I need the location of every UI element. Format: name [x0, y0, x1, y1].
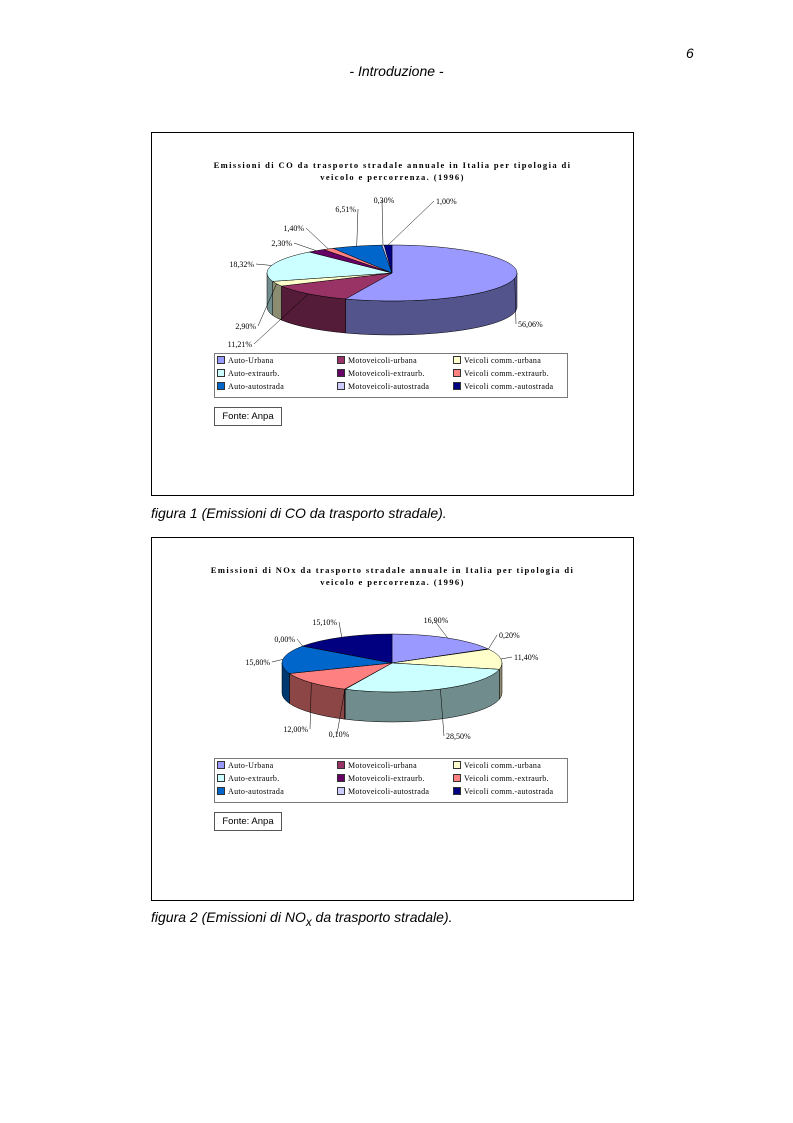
chart-1-data-label: 56,06%	[518, 320, 543, 329]
chart-1-leader-line	[294, 243, 316, 251]
chart-2-pie	[152, 538, 633, 753]
chart-2-legend-label: Auto-autostrada	[228, 787, 285, 796]
figure-1-caption: figura 1 (Emissioni di CO da trasporto stradale).	[151, 505, 447, 521]
chart-2-leader-line	[501, 657, 512, 659]
chart-2-data-label: 28,50%	[446, 732, 471, 741]
chart-2-legend-swatch	[217, 761, 225, 769]
chart-2-data-label: 15,10%	[312, 618, 337, 627]
page-number: 6	[686, 45, 694, 61]
chart-2-legend-label: Auto-Urbana	[228, 761, 274, 770]
chart-1-legend-label: Auto-extraurb.	[228, 369, 280, 378]
chart-2-leader-line	[488, 635, 497, 649]
chart-1-legend-label: Motoveicoli-urbana	[348, 356, 417, 365]
figure-2-caption	[151, 909, 453, 929]
chart-1-pie	[152, 133, 633, 348]
chart-1-source: Fonte: Anpa	[214, 407, 282, 426]
chart-2-legend-item	[217, 760, 274, 772]
chart-1-data-label: 11,21%	[227, 340, 252, 348]
chart-1-title-line-2: veicolo e percorrenza. (1996)	[320, 172, 465, 182]
chart-2-legend-label: Motoveicoli-extraurb.	[348, 774, 425, 783]
chart-2-legend-item	[453, 786, 553, 798]
chart-1-legend-swatch	[337, 369, 345, 377]
chart-2-data-label: 11,40%	[514, 653, 539, 662]
chart-2-legend-item	[453, 760, 541, 772]
chart-1-legend-label: Auto-Urbana	[228, 356, 274, 365]
chart-2-legend-swatch	[453, 787, 461, 795]
running-header: - Introduzione -	[349, 63, 444, 79]
chart-2-data-label: 0,10%	[328, 730, 350, 739]
chart-2-legend-label: Motoveicoli-urbana	[348, 761, 417, 770]
chart-2-title-line-1: Emissioni di NOx da trasporto stradale annuale in Italia per tipologia di	[210, 565, 575, 575]
chart-1-legend-label: Motoveicoli-autostrada	[348, 382, 430, 391]
chart-1-slice-side	[273, 281, 282, 320]
chart-1-legend-swatch	[217, 369, 225, 377]
chart-2-legend-swatch	[337, 761, 345, 769]
chart-2-data-label: 0,20%	[499, 631, 520, 640]
chart-1-data-label: 6,51%	[335, 205, 356, 214]
chart-1-legend-label: Veicoli comm.-urbana	[464, 356, 542, 365]
chart-2-leader-line	[297, 639, 303, 646]
figure-2-frame	[151, 537, 634, 901]
figure-1-frame	[151, 132, 634, 496]
chart-2-leader-line	[339, 622, 342, 637]
chart-2-legend-swatch	[337, 787, 345, 795]
chart-2-legend-swatch	[453, 761, 461, 769]
chart-1-legend-label: Veicoli comm.-autostrada	[464, 382, 554, 391]
chart-1-legend-swatch	[453, 382, 461, 390]
chart-2-legend-swatch	[453, 774, 461, 782]
chart-1-legend-item	[453, 381, 553, 393]
chart-2-legend-swatch	[217, 774, 225, 782]
chart-2-legend-item	[217, 786, 284, 798]
chart-1-data-label: 0,30%	[373, 196, 395, 205]
chart-1-legend-item	[217, 368, 280, 380]
chart-1-leader-line	[357, 209, 358, 246]
chart-2-legend-item	[453, 773, 549, 785]
caption-2-subscript: x	[305, 915, 312, 929]
chart-1-legend-item	[337, 355, 417, 367]
chart-2-data-label: 0,00%	[274, 635, 295, 644]
chart-2-data-label: 16,90%	[423, 616, 449, 625]
chart-1-data-label: 2,30%	[271, 239, 292, 248]
chart-2-data-label: 15,80%	[245, 658, 270, 667]
chart-2-legend-item	[217, 773, 280, 785]
chart-2-leader-line	[272, 659, 283, 662]
chart-1-title-line-1: Emissioni di CO da trasporto stradale annuale in Italia per tipologia di	[213, 160, 572, 170]
chart-1-legend-item	[337, 368, 425, 380]
chart-2-legend-item	[337, 773, 425, 785]
chart-2-legend-label: Motoveicoli-autostrada	[348, 787, 430, 796]
chart-1-data-label: 2,90%	[235, 322, 256, 331]
chart-2-legend-label: Veicoli comm.-urbana	[464, 761, 542, 770]
caption-2-suffix: da trasporto stradale).	[311, 909, 453, 925]
chart-2-legend-item	[337, 786, 429, 798]
chart-2-legend-label: Auto-extraurb.	[228, 774, 280, 783]
chart-1-leader-line	[256, 264, 272, 265]
chart-2-legend-label: Veicoli comm.-extraurb.	[464, 774, 549, 783]
chart-1-legend-swatch	[453, 356, 461, 364]
chart-2-legend	[214, 758, 568, 803]
chart-1-leader-line	[388, 201, 434, 245]
chart-1-legend	[214, 353, 568, 398]
chart-1-legend-item	[337, 381, 429, 393]
chart-1-legend-swatch	[217, 356, 225, 364]
chart-1-legend-swatch	[337, 356, 345, 364]
chart-1-legend-swatch	[453, 369, 461, 377]
chart-1-leader-line	[306, 228, 328, 249]
chart-1-legend-label: Motoveicoli-extraurb.	[348, 369, 425, 378]
chart-2-data-label: 12,00%	[283, 725, 308, 734]
chart-2-legend-item	[337, 760, 417, 772]
chart-2-source: Fonte: Anpa	[214, 812, 282, 831]
chart-1-data-label: 1,00%	[436, 197, 457, 206]
chart-2-legend-swatch	[337, 774, 345, 782]
chart-1-leader-line	[382, 200, 383, 245]
chart-1-legend-item	[217, 381, 284, 393]
chart-1-legend-item	[453, 355, 541, 367]
chart-1-legend-swatch	[217, 382, 225, 390]
chart-1-data-label: 1,40%	[283, 224, 304, 233]
chart-2-legend-swatch	[217, 787, 225, 795]
chart-1-legend-item	[217, 355, 274, 367]
chart-2-title-line-2: veicolo e percorrenza. (1996)	[320, 577, 465, 587]
chart-2-legend-label: Veicoli comm.-autostrada	[464, 787, 554, 796]
chart-1-legend-label: Auto-autostrada	[228, 382, 285, 391]
chart-1-legend-label: Veicoli comm.-extraurb.	[464, 369, 549, 378]
chart-1-legend-swatch	[337, 382, 345, 390]
chart-1-data-label: 18,32%	[229, 260, 254, 269]
caption-2-prefix: figura 2 (Emissioni di NO	[151, 909, 306, 925]
chart-1-legend-item	[453, 368, 549, 380]
